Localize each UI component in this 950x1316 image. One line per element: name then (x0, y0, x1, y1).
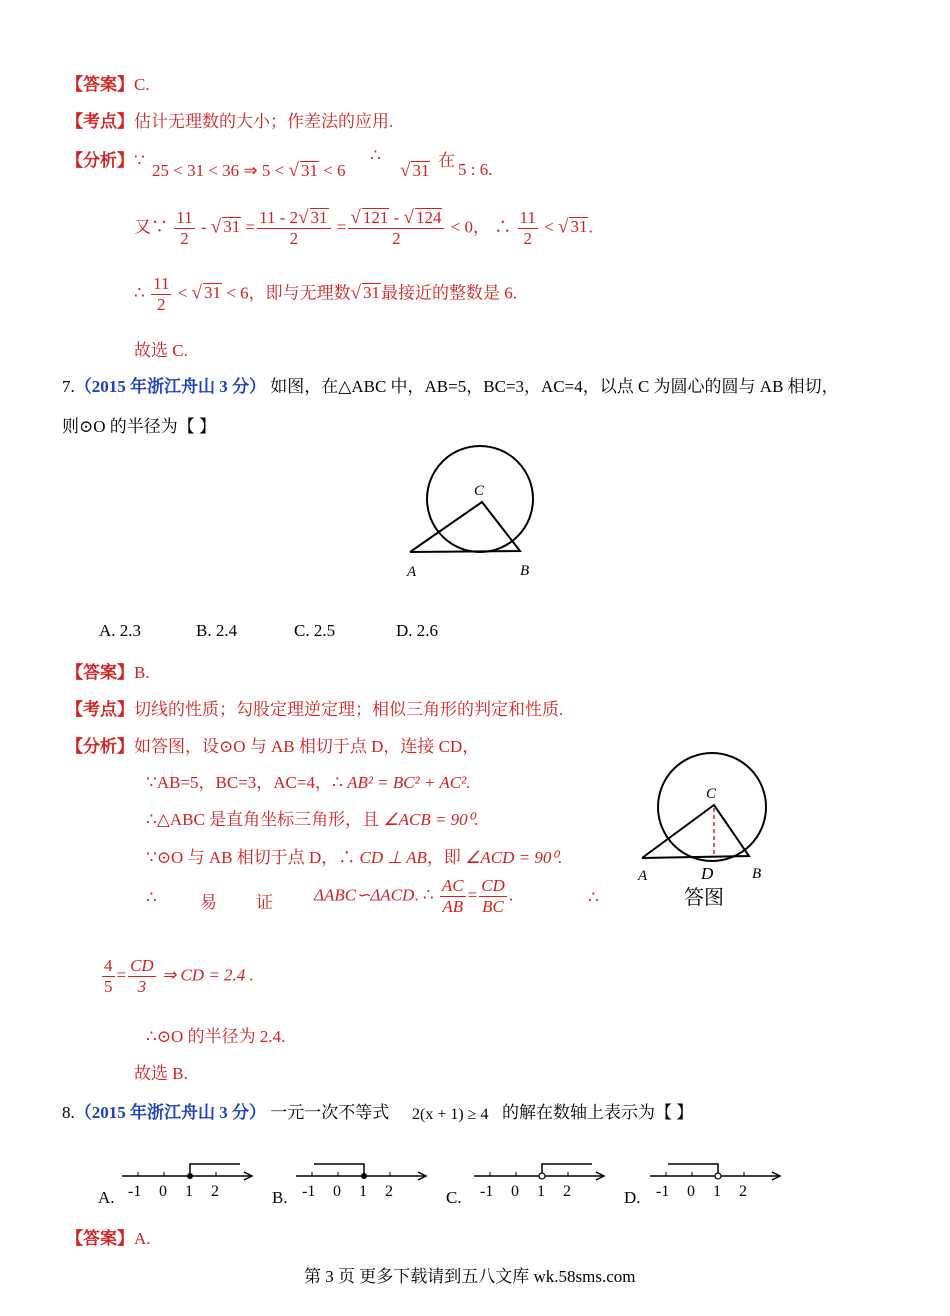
q7-answer-line (66, 658, 150, 683)
tick-2: 2 (739, 1183, 747, 1200)
tick-0: 0 (687, 1183, 695, 1200)
q8-math: 2(x + 1) ≥ 4 (412, 1106, 489, 1123)
q7-a6-tail: ⇒ CD = 2.4 . (161, 965, 254, 985)
q8-stem-a: 一元一次不等式 (270, 1103, 390, 1122)
lt-sign: < (544, 217, 558, 237)
answer-tag: 【答案】 (66, 75, 134, 94)
q7-a5-end: . (508, 885, 514, 905)
q7-choose: 故选 B. (134, 1064, 188, 1083)
tick-neg1: -1 (128, 1183, 142, 1200)
q7-point-line (66, 695, 563, 720)
q7-number: 7. (62, 377, 75, 396)
q7-analysis-line7: ∴⊙O 的半径为 2.4. (146, 1027, 286, 1046)
q7-a5-prove: 证 (256, 893, 273, 912)
q7-a4: ∵⊙O 与 AB 相切于点 D，∴ (146, 848, 356, 867)
q7-analysis-line4 (146, 843, 562, 868)
rad-31-b: 31 (412, 161, 430, 180)
tick-0: 0 (333, 1183, 341, 1200)
ineq-tail: < 6 (323, 161, 346, 180)
q7-a5-easy: 易 (200, 893, 217, 912)
lt-zero: < 0， (450, 217, 491, 237)
answer-label-b: B (752, 866, 762, 882)
answer-label-c: C (706, 786, 717, 802)
frac-den-e: 2 (157, 295, 166, 314)
in-text: 在 (438, 151, 455, 170)
circle (427, 446, 533, 552)
frac-3: 3 (137, 977, 147, 996)
tick-2: 2 (211, 1183, 219, 1200)
q7-answer-figure (632, 752, 782, 912)
q8-numberline-b (292, 1160, 432, 1202)
tick-1: 1 (185, 1183, 193, 1200)
label-b: B (520, 563, 530, 579)
q8-option-b-label: B. (272, 1188, 288, 1207)
frac-cd: CD (481, 876, 505, 895)
point-tag: 【考点】 (66, 112, 134, 131)
minus-sign: - (200, 217, 207, 237)
rad-31: 31 (300, 161, 318, 180)
therefore-b: ∴ (494, 217, 512, 237)
frac-den: 2 (180, 229, 189, 248)
page-footer: 第 3 页 更多下载请到五八文库 wk.58sms.com (304, 1267, 636, 1286)
tick-1: 1 (713, 1183, 721, 1200)
q8-numberline-a (118, 1160, 258, 1202)
point-text: 估计无理数的大小；作差法的应用. (134, 112, 394, 131)
q8-option-a-label: A. (98, 1188, 115, 1207)
q8-stem-b: 的解在数轴上表示为【 】 (502, 1103, 694, 1122)
range-text: 5 : 6 (458, 160, 489, 179)
q7-option-d: D. 2.6 (396, 621, 439, 640)
q7-a5-dot: . (414, 885, 419, 905)
q8-inequality (412, 1106, 488, 1124)
frac-den-c: 2 (392, 229, 401, 248)
q7-a5-math: ΔABC∽ΔACD. ∴ $\frac{AC}{AB}$ = $\frac{CD}{BC}$ . (314, 876, 514, 916)
q7-option-c: C. 2.5 (294, 621, 336, 640)
triangle-abc (410, 502, 520, 552)
q7-a4-mid: ，即 (426, 848, 461, 867)
q7-analysis-tag: 【分析】 (66, 737, 134, 756)
frac-cd-3 (128, 956, 156, 997)
ineq-text: 25 < 31 < 36 ⇒ 5 < (152, 161, 285, 180)
q8-answer-value: A. (134, 1229, 151, 1248)
q7-point-tag: 【考点】 (66, 700, 134, 719)
frac-roots: $\frac{√ 121 - √ 124}{2}$ (348, 208, 444, 249)
q7-a3: ∴△ABC 是直角坐标三角形，且 (146, 810, 380, 829)
q7-similar: ΔABC∽ΔACD (314, 885, 415, 905)
q7-answer-tag: 【答案】 (66, 663, 134, 682)
rad-31-d: 31 (570, 217, 588, 237)
frac-bc: BC (482, 897, 504, 916)
q8-numberline-c (470, 1160, 610, 1202)
frac-den-b: 2 (289, 229, 299, 248)
q7-a2-math: AB² = BC² + AC². (347, 773, 471, 792)
q6-in (438, 146, 455, 171)
q6-therefore (370, 146, 381, 166)
frac-ab: AB (442, 897, 464, 916)
q6-analysis-line3: ∴ $\frac{11}{2}$ < √ 31 < 6，即与无理数√ 31最接近的整数是 6. (134, 274, 518, 314)
tick-neg1: -1 (656, 1183, 670, 1200)
q8-number: 8. (62, 1103, 75, 1122)
frac-4: 4 (104, 956, 113, 975)
frac-ac: AC (441, 876, 464, 895)
q8-answer-tag: 【答案】 (66, 1229, 134, 1248)
frac-11-2-c (151, 274, 171, 315)
q6-answer-line (66, 70, 150, 95)
q8-numberline-d (646, 1160, 786, 1202)
q7-option-b: B. 2.4 (196, 621, 238, 640)
q7-a4-math2: ∠ACD = 90⁰. (465, 848, 563, 867)
answer-label-d: D (701, 864, 714, 883)
q7-a1: 如答图，设⊙O 与 AB 相切于点 D，连接 CD， (134, 737, 480, 756)
tick-neg1: -1 (480, 1183, 494, 1200)
frac-num-e: 11 (153, 274, 170, 293)
tick-neg1: -1 (302, 1183, 316, 1200)
rad-31-c: 31 (223, 217, 241, 237)
q8-stem (62, 1098, 389, 1123)
analysis-tag: 【分析】 (66, 151, 134, 170)
also-since: 又∵ (134, 217, 168, 237)
lt-sign-b: < (177, 283, 192, 303)
answer-label-a: A (638, 868, 648, 884)
frac-diff: $\frac{11 - 2√ 31}{2}$ (257, 208, 330, 249)
q6-ineq: 25 < 31 < 36 ⇒ 5 < √ 31 < 6 (152, 160, 346, 181)
frac-cd-bc (479, 876, 507, 917)
minus-b: - (393, 208, 400, 227)
q7-stem1: 如图，在△ABC 中，AB=5，BC=3，AC=4，以点 C 为圆心的圆与 AB 相切， (270, 377, 839, 396)
q6-analysis-line1 (66, 146, 145, 171)
q6-range: 5 : 6. (458, 160, 493, 179)
q7-option-a: A. 2.3 (99, 621, 142, 640)
frac-ac-ab (440, 876, 466, 917)
q7-a5-therefore2: ∴ (422, 885, 434, 905)
answer-value: C. (134, 75, 150, 94)
frac-num-d: 11 (519, 208, 536, 227)
q7-a4-math1: CD ⊥ AB (359, 848, 427, 867)
q7-a2: ∵AB=5，BC=3，AC=4，∴ (146, 773, 343, 792)
tick-2: 2 (385, 1183, 393, 1200)
rad-31-f: 31 (363, 283, 381, 303)
frac-11-2-b (518, 208, 538, 249)
tick-0: 0 (511, 1183, 519, 1200)
q8-option-c-label: C. (446, 1188, 462, 1207)
q7-analysis-line3 (146, 805, 479, 830)
q7-figure (400, 445, 550, 585)
tick-2: 2 (563, 1183, 571, 1200)
rad-121: 121 (362, 208, 389, 227)
q8-source: （2015 年浙江舟山 3 分） (74, 1103, 266, 1122)
q7-a3-math: ∠ACB = 90⁰. (383, 810, 479, 829)
q7-analysis-line1 (66, 732, 479, 757)
q7-analysis-line6: $\frac{4}{5}$ = $\frac{CD}{3}$ ⇒ CD = 2.4 . (104, 956, 254, 996)
tick-1: 1 (359, 1183, 367, 1200)
since-symbol: ∵ (134, 151, 145, 170)
frac-5: 5 (104, 977, 113, 996)
q7-source: （2015 年浙江舟山 3 分） (74, 377, 266, 396)
q7-answer-value: B. (134, 663, 150, 682)
q6-point-line (66, 107, 393, 132)
rad-124: 124 (415, 208, 442, 227)
q6-choose: 故选 C. (134, 341, 188, 360)
q8-answer-line (66, 1224, 151, 1249)
rad-31-e: 31 (203, 283, 221, 303)
q6-in-range: √ 31 (400, 160, 430, 181)
q7-analysis-line2 (146, 768, 470, 793)
frac-4-5 (102, 956, 115, 997)
line3-tail: < 6，即与无理数 (226, 283, 351, 303)
frac-num: 11 (176, 208, 193, 227)
therefore-symbol: ∴ (370, 146, 381, 165)
frac-num-a: 11 - 2 (259, 208, 299, 227)
label-c: C (474, 483, 485, 499)
q8-option-d-label: D. (624, 1188, 641, 1207)
q6-analysis-line2: 又∵ $\frac{11}{2}$ - √ 31 = $\frac{11 - 2√ 31}{2}$ = $\frac{√ 121 - √ 124}{2}$ < 0， ∴ $\frac{11}{2}$ < √ 31. (134, 207, 593, 248)
therefore-c: ∴ (134, 283, 145, 303)
q7-a5-therefore: ∴ (146, 888, 157, 907)
frac-num-rad: 31 (310, 208, 328, 227)
label-a: A (407, 564, 417, 580)
tick-1: 1 (537, 1183, 545, 1200)
line3-end: 最接近的整数是 6. (381, 283, 518, 303)
tick-0: 0 (159, 1183, 167, 1200)
q7-stem-line1 (62, 372, 839, 397)
frac-den-d: 2 (523, 229, 532, 248)
frac-cd-b: CD (130, 956, 154, 975)
frac-11-2 (174, 208, 194, 249)
q7-stem-line2: 则⊙O 的半径为【 】 (62, 417, 217, 436)
q7-point-text: 切线的性质；勾股定理逆定理；相似三角形的判定和性质. (134, 700, 564, 719)
q7-a5-therefore3: ∴ (588, 888, 599, 907)
answer-figure-caption: 答图 (684, 885, 724, 909)
